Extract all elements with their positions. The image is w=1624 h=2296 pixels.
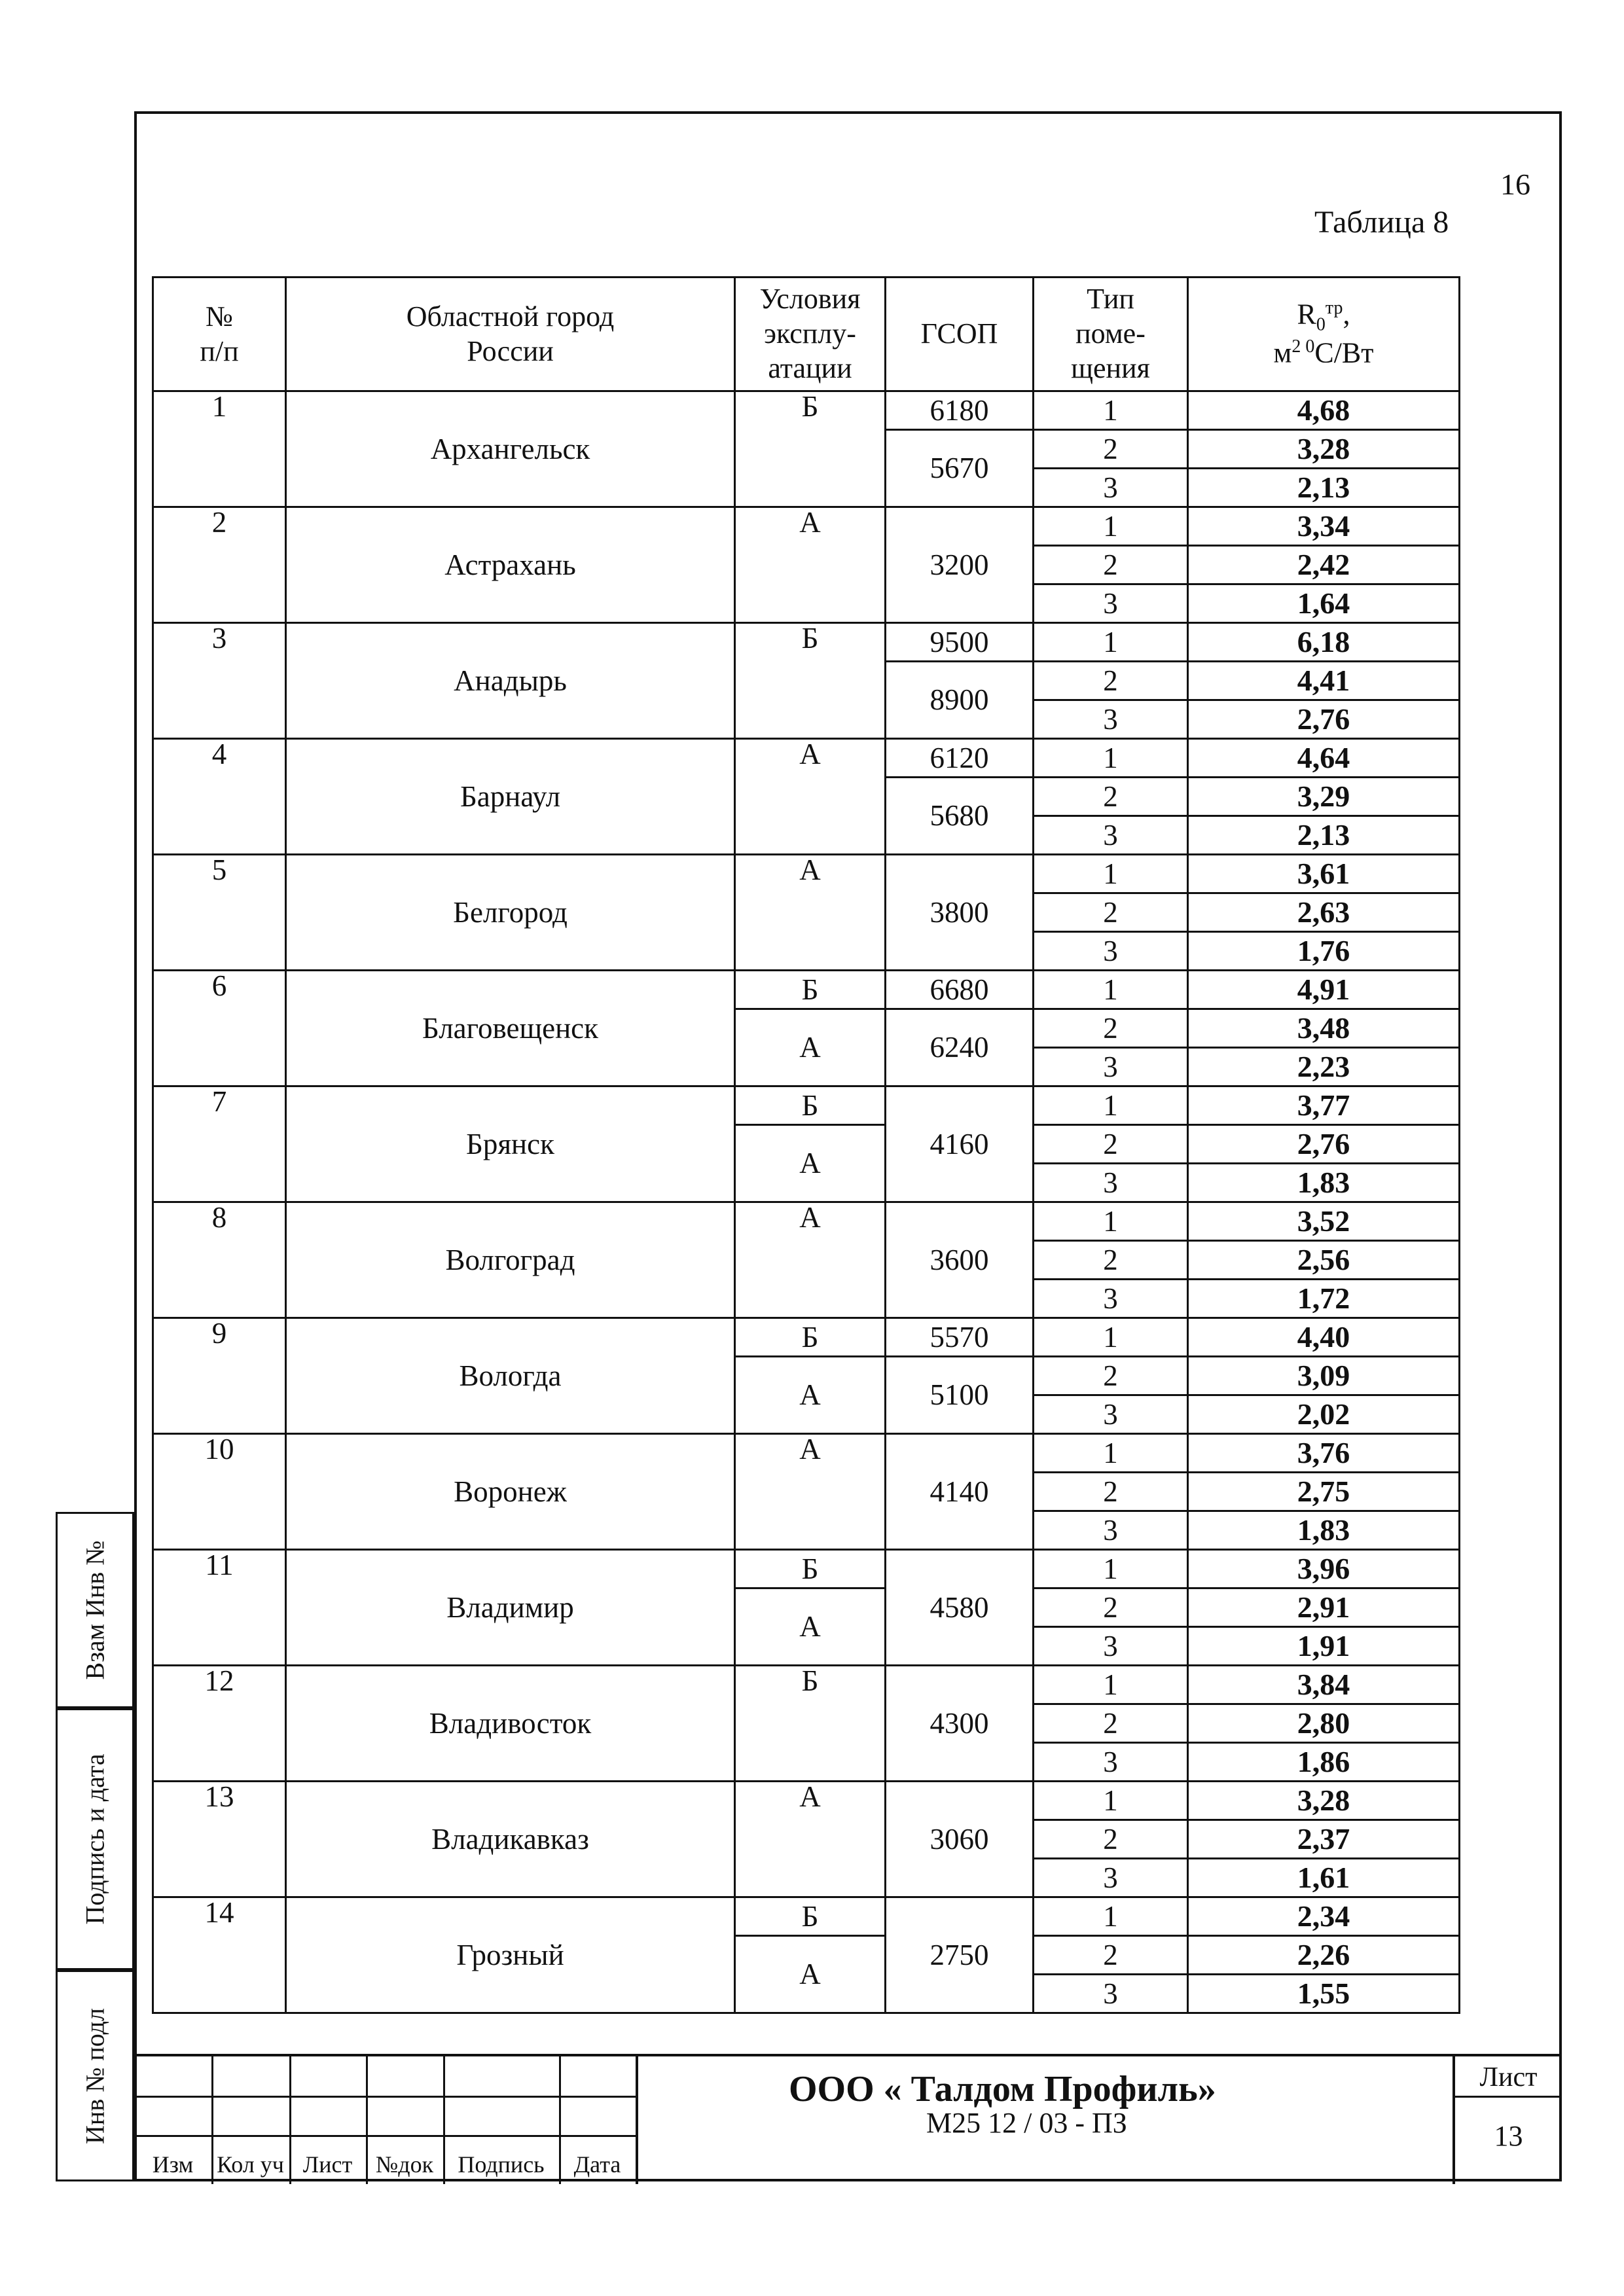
table-header-row	[153, 278, 1460, 391]
city-name: Вологда	[286, 1318, 735, 1434]
resistance-value: 2,02	[1188, 1395, 1460, 1434]
row-number: 14	[153, 1897, 286, 2013]
table-caption: Таблица 8	[1314, 205, 1449, 240]
gsop-value: 9500	[886, 623, 1034, 662]
header-city: Областной город России	[286, 278, 735, 391]
header-room-type: Тип поме- щения	[1034, 278, 1188, 391]
table-row	[153, 1550, 1460, 1588]
side-stamp-sign-date: Подпись и дата	[56, 1708, 134, 1970]
room-type: 3	[1034, 700, 1188, 739]
operating-conditions: А	[735, 1588, 886, 1666]
operating-conditions: А	[735, 739, 886, 855]
row-number: 1	[153, 391, 286, 507]
resistance-value: 3,29	[1188, 778, 1460, 816]
room-type: 2	[1034, 1009, 1188, 1048]
resistance-value: 4,91	[1188, 971, 1460, 1009]
table-row	[153, 1434, 1460, 1473]
row-number: 11	[153, 1550, 286, 1666]
gsop-value: 3060	[886, 1782, 1034, 1897]
title-block	[134, 2054, 1562, 2181]
city-name: Владикавказ	[286, 1782, 735, 1897]
room-type: 1	[1034, 391, 1188, 430]
table-row	[153, 855, 1460, 893]
table-row	[153, 1782, 1460, 1820]
room-type: 3	[1034, 1627, 1188, 1666]
city-name: Барнаул	[286, 739, 735, 855]
resistance-value: 2,13	[1188, 469, 1460, 507]
room-type: 2	[1034, 1704, 1188, 1743]
resistance-value: 3,96	[1188, 1550, 1460, 1588]
room-type: 2	[1034, 1588, 1188, 1627]
room-type: 3	[1034, 1048, 1188, 1086]
resistance-value: 2,56	[1188, 1241, 1460, 1280]
label-podpis: Подпись	[458, 2151, 545, 2178]
room-type: 3	[1034, 1975, 1188, 2013]
room-type: 2	[1034, 1125, 1188, 1164]
city-name: Владимир	[286, 1550, 735, 1666]
row-number: 3	[153, 623, 286, 739]
room-type: 1	[1034, 623, 1188, 662]
header-conditions: Условия эксплу- атации	[735, 278, 886, 391]
resistance-value: 3,52	[1188, 1202, 1460, 1241]
room-type: 1	[1034, 1086, 1188, 1125]
resistance-value: 2,76	[1188, 1125, 1460, 1164]
gsop-value: 3800	[886, 855, 1034, 971]
resistance-value: 3,61	[1188, 855, 1460, 893]
operating-conditions: А	[735, 855, 886, 971]
room-type: 1	[1034, 1666, 1188, 1704]
row-number: 7	[153, 1086, 286, 1202]
room-type: 1	[1034, 855, 1188, 893]
row-number: 12	[153, 1666, 286, 1782]
city-name: Анадырь	[286, 623, 735, 739]
table-row	[153, 1086, 1460, 1125]
resistance-value: 2,26	[1188, 1936, 1460, 1975]
header-resistance: $R_0^{тр}$, $м^{2 0}С/Вт$	[1188, 278, 1460, 391]
city-name: Воронеж	[286, 1434, 735, 1550]
header-num: № п/п	[153, 278, 286, 391]
room-type: 3	[1034, 932, 1188, 971]
city-name: Грозный	[286, 1897, 735, 2013]
operating-conditions: Б	[735, 1086, 886, 1125]
gsop-value: 8900	[886, 662, 1034, 739]
resistance-value: 1,83	[1188, 1164, 1460, 1202]
city-name: Владивосток	[286, 1666, 735, 1782]
resistance-value: 2,42	[1188, 546, 1460, 584]
organization-name: ООО « Талдом Профиль»	[789, 2069, 1216, 2109]
row-number: 4	[153, 739, 286, 855]
city-name: Архангельск	[286, 391, 735, 507]
room-type: 1	[1034, 1202, 1188, 1241]
resistance-value: 6,18	[1188, 623, 1460, 662]
document-code: М25 12 / 03 - ПЗ	[926, 2107, 1127, 2139]
room-type: 1	[1034, 1550, 1188, 1588]
label-izm: Изм	[152, 2151, 194, 2178]
room-type: 3	[1034, 1164, 1188, 1202]
revision-grid	[134, 2056, 636, 2184]
row-number: 8	[153, 1202, 286, 1318]
resistance-value: 2,23	[1188, 1048, 1460, 1086]
resistance-value: 4,68	[1188, 391, 1460, 430]
room-type: 1	[1034, 1318, 1188, 1357]
operating-conditions: А	[735, 1782, 886, 1897]
gsop-value: 3200	[886, 507, 1034, 623]
resistance-value: 3,76	[1188, 1434, 1460, 1473]
resistance-value: 2,75	[1188, 1473, 1460, 1511]
resistance-value: 2,80	[1188, 1704, 1460, 1743]
resistance-value: 3,09	[1188, 1357, 1460, 1395]
label-kol-uch: Кол уч	[217, 2151, 284, 2178]
gsop-value: 5670	[886, 430, 1034, 507]
resistance-value: 3,77	[1188, 1086, 1460, 1125]
operating-conditions: Б	[735, 1897, 886, 1936]
resistance-value: 3,34	[1188, 507, 1460, 546]
gsop-value: 2750	[886, 1897, 1034, 2013]
city-name: Благовещенск	[286, 971, 735, 1086]
table-row	[153, 391, 1460, 430]
label-ndok: №док	[375, 2151, 434, 2178]
room-type: 3	[1034, 469, 1188, 507]
resistance-value: 1,64	[1188, 584, 1460, 623]
label-list: Лист	[302, 2151, 353, 2178]
room-type: 1	[1034, 1782, 1188, 1820]
room-type: 2	[1034, 546, 1188, 584]
operating-conditions: Б	[735, 391, 886, 507]
room-type: 2	[1034, 1357, 1188, 1395]
row-number: 5	[153, 855, 286, 971]
side-stamp-inv-replace: Взам Инв №	[56, 1512, 134, 1708]
room-type: 2	[1034, 778, 1188, 816]
room-type: 3	[1034, 1395, 1188, 1434]
row-number: 6	[153, 971, 286, 1086]
operating-conditions: Б	[735, 971, 886, 1009]
operating-conditions: А	[735, 1009, 886, 1086]
gsop-value: 3600	[886, 1202, 1034, 1318]
resistance-value: 1,55	[1188, 1975, 1460, 2013]
table-row	[153, 1666, 1460, 1704]
resistance-value: 3,28	[1188, 430, 1460, 469]
operating-conditions: Б	[735, 1666, 886, 1782]
resistance-value: 1,72	[1188, 1280, 1460, 1318]
resistance-value: 1,86	[1188, 1743, 1460, 1782]
gsop-value: 5100	[886, 1357, 1034, 1434]
room-type: 2	[1034, 1820, 1188, 1859]
operating-conditions: А	[735, 1357, 886, 1434]
operating-conditions: А	[735, 1936, 886, 2013]
room-type: 2	[1034, 1473, 1188, 1511]
sheet-box	[1453, 2056, 1562, 2184]
operating-conditions: А	[735, 507, 886, 623]
city-name: Астрахань	[286, 507, 735, 623]
room-type: 3	[1034, 1859, 1188, 1897]
gsop-value: 6180	[886, 391, 1034, 430]
table-row	[153, 1897, 1460, 1936]
gsop-value: 5570	[886, 1318, 1034, 1357]
gsop-value: 4140	[886, 1434, 1034, 1550]
room-type: 3	[1034, 1280, 1188, 1318]
operating-conditions: А	[735, 1202, 886, 1318]
resistance-value: 2,91	[1188, 1588, 1460, 1627]
room-type: 2	[1034, 1936, 1188, 1975]
table-row	[153, 971, 1460, 1009]
room-type: 3	[1034, 584, 1188, 623]
room-type: 1	[1034, 507, 1188, 546]
thermal-resistance-table	[152, 276, 1460, 2014]
city-name: Волгоград	[286, 1202, 735, 1318]
row-number: 13	[153, 1782, 286, 1897]
header-gsop: ГСОП	[886, 278, 1034, 391]
resistance-value: 2,34	[1188, 1897, 1460, 1936]
resistance-value: 1,91	[1188, 1627, 1460, 1666]
operating-conditions: Б	[735, 1550, 886, 1588]
gsop-value: 4580	[886, 1550, 1034, 1666]
label-data: Дата	[573, 2151, 621, 2178]
sheet-label: Лист	[1479, 2062, 1538, 2092]
room-type: 1	[1034, 971, 1188, 1009]
room-type: 3	[1034, 1511, 1188, 1550]
table-row	[153, 507, 1460, 546]
table-row	[153, 1318, 1460, 1357]
room-type: 3	[1034, 816, 1188, 855]
sheet-number: 13	[1494, 2120, 1523, 2152]
operating-conditions: А	[735, 1434, 886, 1550]
room-type: 2	[1034, 893, 1188, 932]
operating-conditions: Б	[735, 1318, 886, 1357]
resistance-value: 1,76	[1188, 932, 1460, 971]
resistance-value: 4,40	[1188, 1318, 1460, 1357]
row-number: 2	[153, 507, 286, 623]
side-stamp-inv-orig: Инв № подл	[56, 1970, 134, 2181]
resistance-value: 3,84	[1188, 1666, 1460, 1704]
row-number: 9	[153, 1318, 286, 1434]
table-row	[153, 1202, 1460, 1241]
gsop-value: 4160	[886, 1086, 1034, 1202]
resistance-value: 2,13	[1188, 816, 1460, 855]
room-type: 2	[1034, 430, 1188, 469]
city-name: Белгород	[286, 855, 735, 971]
gsop-value: 6680	[886, 971, 1034, 1009]
resistance-value: 4,41	[1188, 662, 1460, 700]
operating-conditions: А	[735, 1125, 886, 1202]
page-number: 16	[1500, 168, 1530, 201]
resistance-value: 2,76	[1188, 700, 1460, 739]
room-type: 2	[1034, 662, 1188, 700]
gsop-value: 4300	[886, 1666, 1034, 1782]
room-type: 3	[1034, 1743, 1188, 1782]
room-type: 1	[1034, 1897, 1188, 1936]
room-type: 1	[1034, 739, 1188, 778]
row-number: 10	[153, 1434, 286, 1550]
resistance-value: 4,64	[1188, 739, 1460, 778]
resistance-value: 3,28	[1188, 1782, 1460, 1820]
resistance-value: 3,48	[1188, 1009, 1460, 1048]
operating-conditions: Б	[735, 623, 886, 739]
resistance-value: 2,63	[1188, 893, 1460, 932]
resistance-value: 1,61	[1188, 1859, 1460, 1897]
gsop-value: 6120	[886, 739, 1034, 778]
resistance-value: 1,83	[1188, 1511, 1460, 1550]
gsop-value: 5680	[886, 778, 1034, 855]
table-row	[153, 739, 1460, 778]
room-type: 1	[1034, 1434, 1188, 1473]
resistance-value: 2,37	[1188, 1820, 1460, 1859]
city-name: Брянск	[286, 1086, 735, 1202]
room-type: 2	[1034, 1241, 1188, 1280]
gsop-value: 6240	[886, 1009, 1034, 1086]
table-row	[153, 623, 1460, 662]
